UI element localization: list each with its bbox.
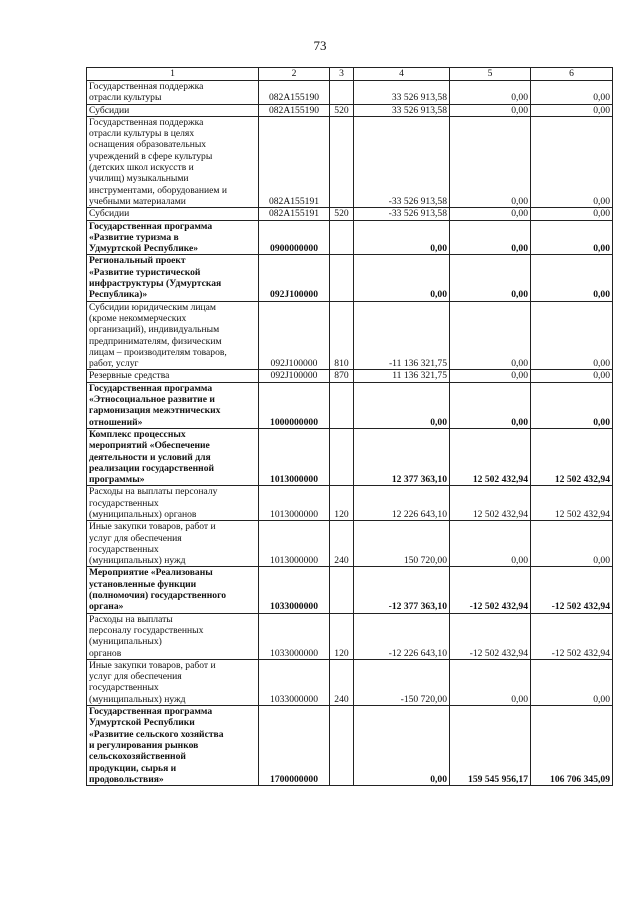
table-row (87, 706, 613, 786)
row-expense-type-cell (330, 706, 354, 786)
row-expense-type-cell: 810 (330, 301, 354, 370)
column-header: 3 (330, 68, 354, 81)
row-name-cell: Расходы на выплаты персоналу государственных (муниципальных) органов (87, 613, 259, 659)
row-expense-type-cell (330, 382, 354, 428)
row-code-cell: 082A155190 (259, 104, 330, 116)
row-value-6-cell: 12 502 432,94 (531, 486, 613, 521)
row-name-cell: Региональный проект «Развитие туристической инфраструктуры (Удмуртская Республика)» (87, 255, 259, 301)
row-code-cell: 1033000000 (259, 613, 330, 659)
row-value-4-cell: 150 720,00 (354, 521, 450, 567)
row-name-cell: Иные закупки товаров, работ и услуг для обеспечения государственных (муниципальных) нужд (87, 521, 259, 567)
row-value-6-cell: 0,00 (531, 116, 613, 207)
row-name-cell: Субсидии (87, 208, 259, 220)
row-value-5-cell: 0,00 (450, 104, 531, 116)
row-value-4-cell: 0,00 (354, 382, 450, 428)
row-value-5-cell: 0,00 (450, 382, 531, 428)
table-header-row (87, 68, 613, 81)
row-name-cell: Государственная поддержка отрасли культуры (87, 81, 259, 105)
row-value-5-cell: -12 502 432,94 (450, 613, 531, 659)
table-row (87, 81, 613, 105)
row-name-cell: Государственная поддержка отрасли культуры в целях оснащения образовательных учреждений в сфере культуры (детских школ искусств и училищ) музыкальными инструментами, оборудованием и учебными материалами (87, 116, 259, 207)
page-number: 73 (313, 38, 327, 53)
row-name-cell: Государственная программа «Развитие туризма в Удмуртской Республике» (87, 220, 259, 255)
table-row (87, 208, 613, 220)
row-value-4-cell: -11 136 321,75 (354, 301, 450, 370)
row-value-5-cell: 0,00 (450, 370, 531, 382)
table-row (87, 255, 613, 301)
row-expense-type-cell (330, 255, 354, 301)
row-value-6-cell: 0,00 (531, 370, 613, 382)
row-name-cell: Комплекс процессных мероприятий «Обеспечение деятельности и условий для реализации государственной программы» (87, 428, 259, 485)
row-code-cell: 082A155191 (259, 116, 330, 207)
row-value-4-cell: 12 377 363,10 (354, 428, 450, 485)
row-value-6-cell: 106 706 345,09 (531, 706, 613, 786)
row-expense-type-cell: 520 (330, 104, 354, 116)
row-value-6-cell: 0,00 (531, 104, 613, 116)
row-code-cell: 1013000000 (259, 486, 330, 521)
row-expense-type-cell: 240 (330, 521, 354, 567)
row-value-5-cell: 0,00 (450, 301, 531, 370)
row-expense-type-cell: 520 (330, 208, 354, 220)
row-value-4-cell: 0,00 (354, 220, 450, 255)
table-row (87, 220, 613, 255)
table-row (87, 104, 613, 116)
row-expense-type-cell: 120 (330, 486, 354, 521)
row-code-cell: 092J100000 (259, 370, 330, 382)
row-value-5-cell: 159 545 956,17 (450, 706, 531, 786)
row-value-6-cell: 0,00 (531, 220, 613, 255)
row-value-4-cell: -12 226 643,10 (354, 613, 450, 659)
row-code-cell: 082A155190 (259, 81, 330, 105)
row-value-5-cell: 0,00 (450, 81, 531, 105)
row-value-6-cell: 0,00 (531, 208, 613, 220)
row-expense-type-cell (330, 81, 354, 105)
row-value-6-cell: 12 502 432,94 (531, 428, 613, 485)
row-code-cell: 092J100000 (259, 255, 330, 301)
row-expense-type-cell: 870 (330, 370, 354, 382)
row-expense-type-cell (330, 116, 354, 207)
row-value-5-cell: 12 502 432,94 (450, 428, 531, 485)
row-code-cell: 0900000000 (259, 220, 330, 255)
row-code-cell: 092J100000 (259, 301, 330, 370)
row-value-4-cell: 12 226 643,10 (354, 486, 450, 521)
column-header: 2 (259, 68, 330, 81)
row-value-5-cell: 0,00 (450, 659, 531, 705)
column-header: 5 (450, 68, 531, 81)
row-name-cell: Субсидии (87, 104, 259, 116)
table-row (87, 521, 613, 567)
table-row (87, 116, 613, 207)
row-code-cell: 1013000000 (259, 521, 330, 567)
table-row (87, 659, 613, 705)
row-value-6-cell: 0,00 (531, 659, 613, 705)
row-expense-type-cell (330, 428, 354, 485)
row-value-5-cell: 0,00 (450, 208, 531, 220)
row-name-cell: Государственная программа Удмуртской Республики «Развитие сельского хозяйства и регулирования рынков сельскохозяйственной продукции, сырья и продовольствия» (87, 706, 259, 786)
row-expense-type-cell: 240 (330, 659, 354, 705)
row-value-4-cell: -33 526 913,58 (354, 116, 450, 207)
row-code-cell: 1000000000 (259, 382, 330, 428)
table-row (87, 301, 613, 370)
row-value-4-cell: 0,00 (354, 255, 450, 301)
row-name-cell: Расходы на выплаты персоналу государственных (муниципальных) органов (87, 486, 259, 521)
table-body (87, 81, 613, 786)
row-value-6-cell: 0,00 (531, 382, 613, 428)
row-value-5-cell: 0,00 (450, 255, 531, 301)
row-value-6-cell: 0,00 (531, 81, 613, 105)
column-header: 4 (354, 68, 450, 81)
row-expense-type-cell (330, 567, 354, 613)
row-value-5-cell: 0,00 (450, 521, 531, 567)
row-name-cell: Резервные средства (87, 370, 259, 382)
row-value-5-cell: -12 502 432,94 (450, 567, 531, 613)
row-value-4-cell: 0,00 (354, 706, 450, 786)
row-code-cell: 082A155191 (259, 208, 330, 220)
column-header: 1 (87, 68, 259, 81)
row-value-5-cell: 12 502 432,94 (450, 486, 531, 521)
row-value-6-cell: -12 502 432,94 (531, 567, 613, 613)
row-value-5-cell: 0,00 (450, 116, 531, 207)
row-value-4-cell: 33 526 913,58 (354, 81, 450, 105)
table-row (87, 613, 613, 659)
row-name-cell: Мероприятие «Реализованы установленные функции (полномочия) государственного органа» (87, 567, 259, 613)
row-value-4-cell: -150 720,00 (354, 659, 450, 705)
row-value-6-cell: 0,00 (531, 255, 613, 301)
row-name-cell: Государственная программа «Этносоциальное развитие и гармонизация межэтнических отношений» (87, 382, 259, 428)
row-code-cell: 1013000000 (259, 428, 330, 485)
table-row (87, 486, 613, 521)
row-value-4-cell: -33 526 913,58 (354, 208, 450, 220)
row-value-4-cell: 11 136 321,75 (354, 370, 450, 382)
row-value-6-cell: -12 502 432,94 (531, 613, 613, 659)
row-name-cell: Субсидии юридическим лицам (кроме некоммерческих организаций), индивидуальным предпринимателям, физическим лицам – производителям товаров, работ, услуг (87, 301, 259, 370)
table-row (87, 567, 613, 613)
row-expense-type-cell (330, 220, 354, 255)
row-name-cell: Иные закупки товаров, работ и услуг для обеспечения государственных (муниципальных) нужд (87, 659, 259, 705)
row-value-6-cell: 0,00 (531, 301, 613, 370)
column-header: 6 (531, 68, 613, 81)
row-value-4-cell: 33 526 913,58 (354, 104, 450, 116)
row-value-5-cell: 0,00 (450, 220, 531, 255)
row-value-6-cell: 0,00 (531, 521, 613, 567)
row-code-cell: 1700000000 (259, 706, 330, 786)
row-code-cell: 1033000000 (259, 659, 330, 705)
row-code-cell: 1033000000 (259, 567, 330, 613)
table-row (87, 370, 613, 382)
table-row (87, 428, 613, 485)
table-row (87, 382, 613, 428)
budget-table (86, 67, 613, 786)
row-expense-type-cell: 120 (330, 613, 354, 659)
row-value-4-cell: -12 377 363,10 (354, 567, 450, 613)
